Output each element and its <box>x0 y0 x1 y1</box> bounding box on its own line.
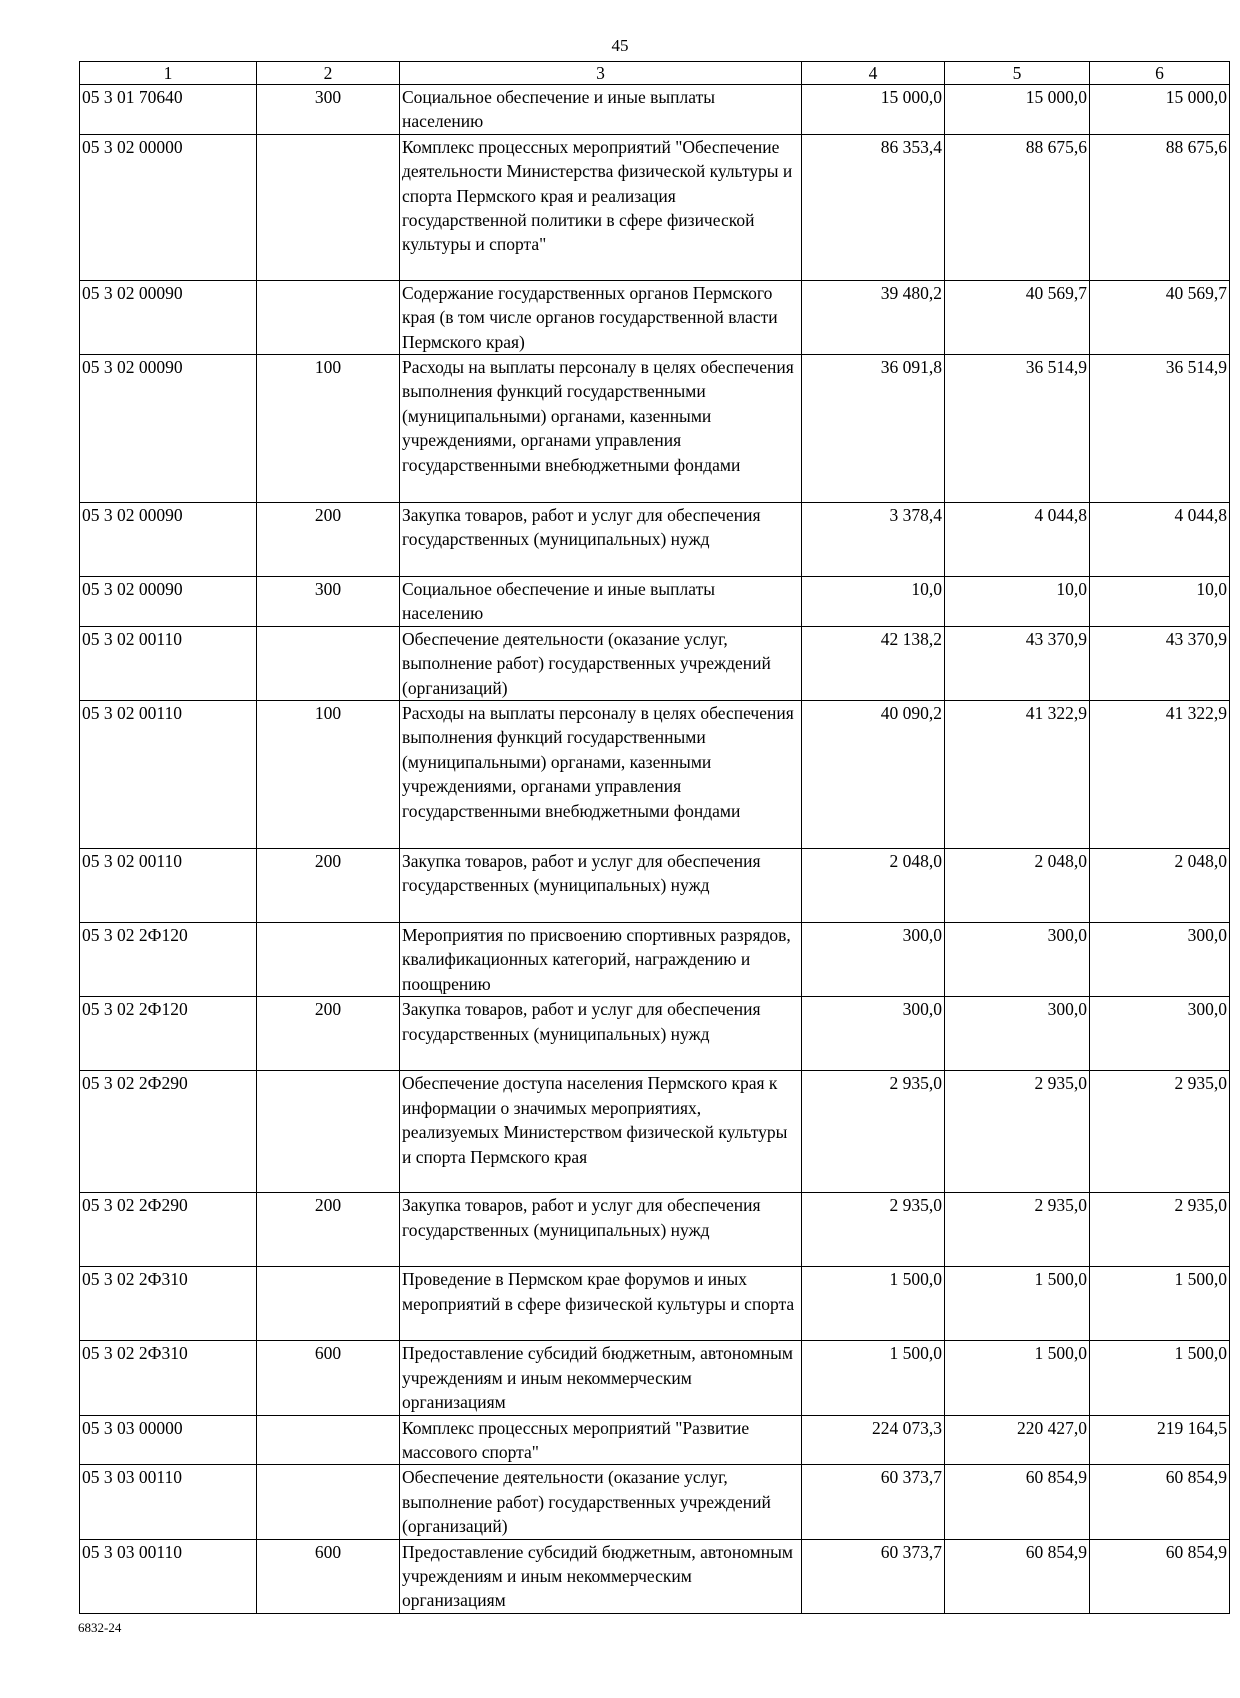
amount-col-4: 15 000,0 <box>802 85 945 135</box>
description: Закупка товаров, работ и услуг для обеспечения государственных (муниципальных) нужд <box>400 1193 802 1267</box>
amount-col-5: 2 935,0 <box>945 1071 1090 1193</box>
amount-col-6: 10,0 <box>1090 577 1230 627</box>
target-code: 05 3 03 00000 <box>80 1415 257 1465</box>
description: Закупка товаров, работ и услуг для обеспечения государственных (муниципальных) нужд <box>400 849 802 923</box>
amount-col-6: 40 569,7 <box>1090 280 1230 354</box>
amount-col-4: 36 091,8 <box>802 355 945 503</box>
description: Расходы на выплаты персоналу в целях обеспечения выполнения функций государственными (муниципальными) органами, казенными учреждениями, органами управления государственными внебюджетными фондами <box>400 701 802 849</box>
table-row <box>80 355 1230 503</box>
description: Обеспечение деятельности (оказание услуг, выполнение работ) государственных учреждений (организаций) <box>400 1465 802 1539</box>
table-row <box>80 1539 1230 1613</box>
expense-type: 600 <box>257 1539 400 1613</box>
amount-col-5: 1 500,0 <box>945 1267 1090 1341</box>
amount-col-6: 300,0 <box>1090 923 1230 997</box>
expense-type <box>257 923 400 997</box>
table-row <box>80 1267 1230 1341</box>
expense-type <box>257 1267 400 1341</box>
header-cell-6: 6 <box>1090 62 1230 85</box>
expense-type: 600 <box>257 1341 400 1415</box>
target-code: 05 3 03 00110 <box>80 1465 257 1539</box>
expense-type <box>257 626 400 700</box>
table-row <box>80 134 1230 280</box>
description: Закупка товаров, работ и услуг для обеспечения государственных (муниципальных) нужд <box>400 503 802 577</box>
amount-col-4: 39 480,2 <box>802 280 945 354</box>
amount-col-6: 43 370,9 <box>1090 626 1230 700</box>
amount-col-6: 1 500,0 <box>1090 1267 1230 1341</box>
amount-col-6: 88 675,6 <box>1090 134 1230 280</box>
target-code: 05 3 02 2Ф290 <box>80 1193 257 1267</box>
amount-col-4: 42 138,2 <box>802 626 945 700</box>
expense-type <box>257 280 400 354</box>
amount-col-5: 2 048,0 <box>945 849 1090 923</box>
target-code: 05 3 02 00090 <box>80 577 257 627</box>
description: Комплекс процессных мероприятий "Обеспечение деятельности Министерства физической культуры и спорта Пермского края и реализация государственной политики в сфере физической культуры и спорта" <box>400 134 802 280</box>
amount-col-4: 60 373,7 <box>802 1539 945 1613</box>
table-row <box>80 85 1230 135</box>
target-code: 05 3 02 00090 <box>80 280 257 354</box>
expense-type <box>257 1415 400 1465</box>
amount-col-4: 224 073,3 <box>802 1415 945 1465</box>
amount-col-6: 15 000,0 <box>1090 85 1230 135</box>
target-code: 05 3 02 2Ф310 <box>80 1267 257 1341</box>
table-row <box>80 1415 1230 1465</box>
table-row <box>80 1465 1230 1539</box>
amount-col-4: 300,0 <box>802 997 945 1071</box>
table-row <box>80 997 1230 1071</box>
amount-col-6: 60 854,9 <box>1090 1539 1230 1613</box>
amount-col-4: 1 500,0 <box>802 1341 945 1415</box>
amount-col-4: 300,0 <box>802 923 945 997</box>
table-row <box>80 503 1230 577</box>
amount-col-6: 41 322,9 <box>1090 701 1230 849</box>
description: Закупка товаров, работ и услуг для обеспечения государственных (муниципальных) нужд <box>400 997 802 1071</box>
table-row <box>80 1341 1230 1415</box>
amount-col-5: 41 322,9 <box>945 701 1090 849</box>
amount-col-6: 36 514,9 <box>1090 355 1230 503</box>
expense-type <box>257 1465 400 1539</box>
table-row <box>80 849 1230 923</box>
header-cell-5: 5 <box>945 62 1090 85</box>
amount-col-4: 10,0 <box>802 577 945 627</box>
table-row <box>80 1071 1230 1193</box>
description: Предоставление субсидий бюджетным, автономным учреждениям и иным некоммерческим организациям <box>400 1341 802 1415</box>
header-cell-1: 1 <box>80 62 257 85</box>
target-code: 05 3 02 00110 <box>80 701 257 849</box>
amount-col-6: 60 854,9 <box>1090 1465 1230 1539</box>
header-cell-3: 3 <box>400 62 802 85</box>
expense-type: 300 <box>257 85 400 135</box>
description: Социальное обеспечение и иные выплаты населению <box>400 577 802 627</box>
amount-col-6: 219 164,5 <box>1090 1415 1230 1465</box>
amount-col-4: 3 378,4 <box>802 503 945 577</box>
amount-col-6: 2 935,0 <box>1090 1193 1230 1267</box>
amount-col-4: 86 353,4 <box>802 134 945 280</box>
expense-type: 200 <box>257 849 400 923</box>
target-code: 05 3 02 2Ф120 <box>80 923 257 997</box>
amount-col-5: 1 500,0 <box>945 1341 1090 1415</box>
target-code: 05 3 02 2Ф120 <box>80 997 257 1071</box>
amount-col-5: 220 427,0 <box>945 1415 1090 1465</box>
amount-col-4: 1 500,0 <box>802 1267 945 1341</box>
table-row <box>80 923 1230 997</box>
amount-col-5: 40 569,7 <box>945 280 1090 354</box>
target-code: 05 3 02 00110 <box>80 626 257 700</box>
table-row <box>80 1193 1230 1267</box>
amount-col-5: 2 935,0 <box>945 1193 1090 1267</box>
target-code: 05 3 02 00090 <box>80 503 257 577</box>
expense-type: 200 <box>257 503 400 577</box>
description: Проведение в Пермском крае форумов и иных мероприятий в сфере физической культуры и спорта <box>400 1267 802 1341</box>
expense-type <box>257 134 400 280</box>
amount-col-5: 300,0 <box>945 923 1090 997</box>
description: Предоставление субсидий бюджетным, автономным учреждениям и иным некоммерческим организациям <box>400 1539 802 1613</box>
amount-col-5: 300,0 <box>945 997 1090 1071</box>
amount-col-4: 2 935,0 <box>802 1193 945 1267</box>
amount-col-6: 2 935,0 <box>1090 1071 1230 1193</box>
header-cell-4: 4 <box>802 62 945 85</box>
page-number: 45 <box>611 36 629 55</box>
amount-col-5: 36 514,9 <box>945 355 1090 503</box>
expense-type: 100 <box>257 701 400 849</box>
target-code: 05 3 02 2Ф290 <box>80 1071 257 1193</box>
target-code: 05 3 02 00110 <box>80 849 257 923</box>
amount-col-5: 10,0 <box>945 577 1090 627</box>
amount-col-4: 2 935,0 <box>802 1071 945 1193</box>
description: Обеспечение деятельности (оказание услуг, выполнение работ) государственных учреждений (организаций) <box>400 626 802 700</box>
description: Расходы на выплаты персоналу в целях обеспечения выполнения функций государственными (муниципальными) органами, казенными учреждениями, органами управления государственными внебюджетными фондами <box>400 355 802 503</box>
amount-col-5: 60 854,9 <box>945 1539 1090 1613</box>
description: Комплекс процессных мероприятий "Развитие массового спорта" <box>400 1415 802 1465</box>
table-row <box>80 577 1230 627</box>
description: Социальное обеспечение и иные выплаты населению <box>400 85 802 135</box>
amount-col-6: 300,0 <box>1090 997 1230 1071</box>
expense-type: 100 <box>257 355 400 503</box>
amount-col-6: 4 044,8 <box>1090 503 1230 577</box>
target-code: 05 3 02 2Ф310 <box>80 1341 257 1415</box>
target-code: 05 3 02 00000 <box>80 134 257 280</box>
target-code: 05 3 03 00110 <box>80 1539 257 1613</box>
target-code: 05 3 02 00090 <box>80 355 257 503</box>
target-code: 05 3 01 70640 <box>80 85 257 135</box>
expense-type <box>257 1071 400 1193</box>
amount-col-4: 40 090,2 <box>802 701 945 849</box>
header-cell-2: 2 <box>257 62 400 85</box>
amount-col-6: 1 500,0 <box>1090 1341 1230 1415</box>
amount-col-5: 4 044,8 <box>945 503 1090 577</box>
description: Содержание государственных органов Пермского края (в том числе органов государственной власти Пермского края) <box>400 280 802 354</box>
expense-type: 300 <box>257 577 400 627</box>
expense-type: 200 <box>257 997 400 1071</box>
amount-col-6: 2 048,0 <box>1090 849 1230 923</box>
amount-col-5: 43 370,9 <box>945 626 1090 700</box>
expense-type: 200 <box>257 1193 400 1267</box>
table-row <box>80 701 1230 849</box>
amount-col-5: 88 675,6 <box>945 134 1090 280</box>
document-code: 6832-24 <box>78 1620 122 1635</box>
description: Мероприятия по присвоению спортивных разрядов, квалификационных категорий, награждению и поощрению <box>400 923 802 997</box>
amount-col-4: 2 048,0 <box>802 849 945 923</box>
amount-col-5: 15 000,0 <box>945 85 1090 135</box>
header-row <box>80 62 1230 85</box>
budget-table <box>79 61 1230 1614</box>
description: Обеспечение доступа населения Пермского края к информации о значимых мероприятиях, реализуемых Министерством физической культуры и спорта Пермского края <box>400 1071 802 1193</box>
amount-col-4: 60 373,7 <box>802 1465 945 1539</box>
amount-col-5: 60 854,9 <box>945 1465 1090 1539</box>
table-row <box>80 626 1230 700</box>
table-row <box>80 280 1230 354</box>
